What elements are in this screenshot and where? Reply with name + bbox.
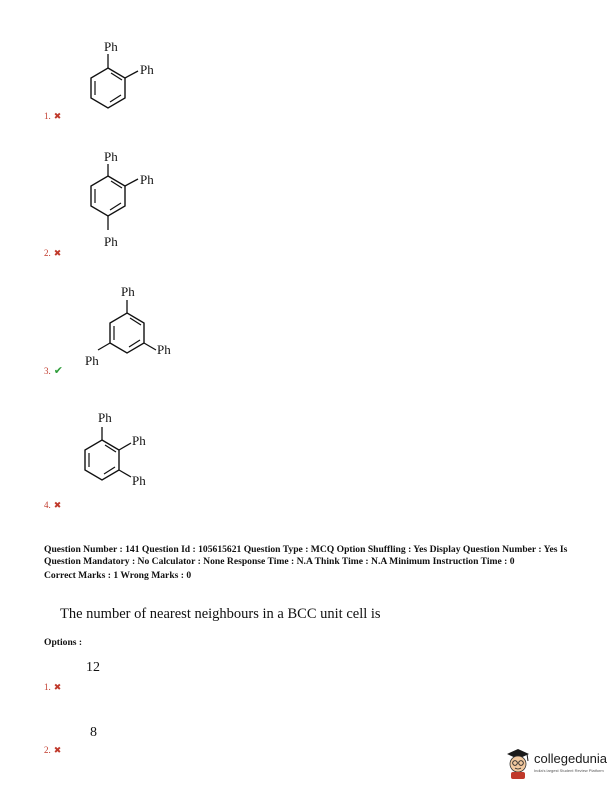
- substituent-label: Ph: [140, 172, 154, 187]
- option-number: [44, 364, 63, 377]
- wrong-mark-icon: ✖: [53, 500, 62, 510]
- option-number-label: 4.: [44, 500, 51, 510]
- option-number: [44, 500, 61, 511]
- option-number: [44, 682, 61, 693]
- substituent-label: Ph: [104, 39, 118, 54]
- question-meta-details: Question Number : 141 Question Id : 105615621 Question Type : MCQ Option Shuffling : Yes Display Question Number : Yes Is Question Mandatory : No Calculator : None Response Time : N.A Think Time : N.A Minimum Instruction Time : 0: [44, 544, 568, 567]
- logo-tagline: India's largest Student Review Platform: [534, 768, 604, 773]
- wrong-mark-icon: ✖: [53, 745, 62, 755]
- structure-option-4: [72, 410, 172, 494]
- substituent-label: Ph: [104, 149, 118, 164]
- structure-option-3: [80, 283, 180, 373]
- substituent-label: Ph: [121, 284, 135, 299]
- substituent-label: Ph: [132, 433, 146, 448]
- question-text: The number of nearest neighbours in a BCC unit cell is: [60, 606, 381, 622]
- question-marks: Correct Marks : 1 Wrong Marks : 0: [44, 570, 192, 581]
- logo-name: collegedunia: [534, 751, 608, 766]
- option-number-label: 2.: [44, 248, 51, 258]
- wrong-mark-icon: ✖: [53, 111, 62, 121]
- option-number-label: 1.: [44, 682, 51, 692]
- mascot-icon: [504, 748, 532, 780]
- wrong-mark-icon: ✖: [53, 248, 62, 258]
- structure-option-2: [80, 148, 170, 252]
- substituent-label: Ph: [85, 353, 99, 368]
- structure-option-1: [80, 38, 170, 118]
- answer-option-2-value: 8: [90, 725, 97, 740]
- correct-check-icon: ✔: [53, 365, 63, 377]
- wrong-mark-icon: ✖: [53, 682, 62, 692]
- collegedunia-logo: [504, 748, 608, 784]
- question-meta: [44, 544, 574, 582]
- option-number-label: 3.: [44, 366, 51, 376]
- substituent-label: Ph: [132, 473, 146, 488]
- option-number: [44, 248, 61, 259]
- option-number-label: 2.: [44, 745, 51, 755]
- answer-option-1-value: 12: [86, 660, 100, 675]
- substituent-label: Ph: [140, 62, 154, 77]
- substituent-label: Ph: [104, 234, 118, 249]
- option-number: [44, 745, 61, 756]
- option-number-label: 1.: [44, 111, 51, 121]
- option-number: [44, 111, 61, 122]
- substituent-label: Ph: [157, 342, 171, 357]
- substituent-label: Ph: [98, 410, 112, 425]
- options-label: Options :: [44, 637, 83, 648]
